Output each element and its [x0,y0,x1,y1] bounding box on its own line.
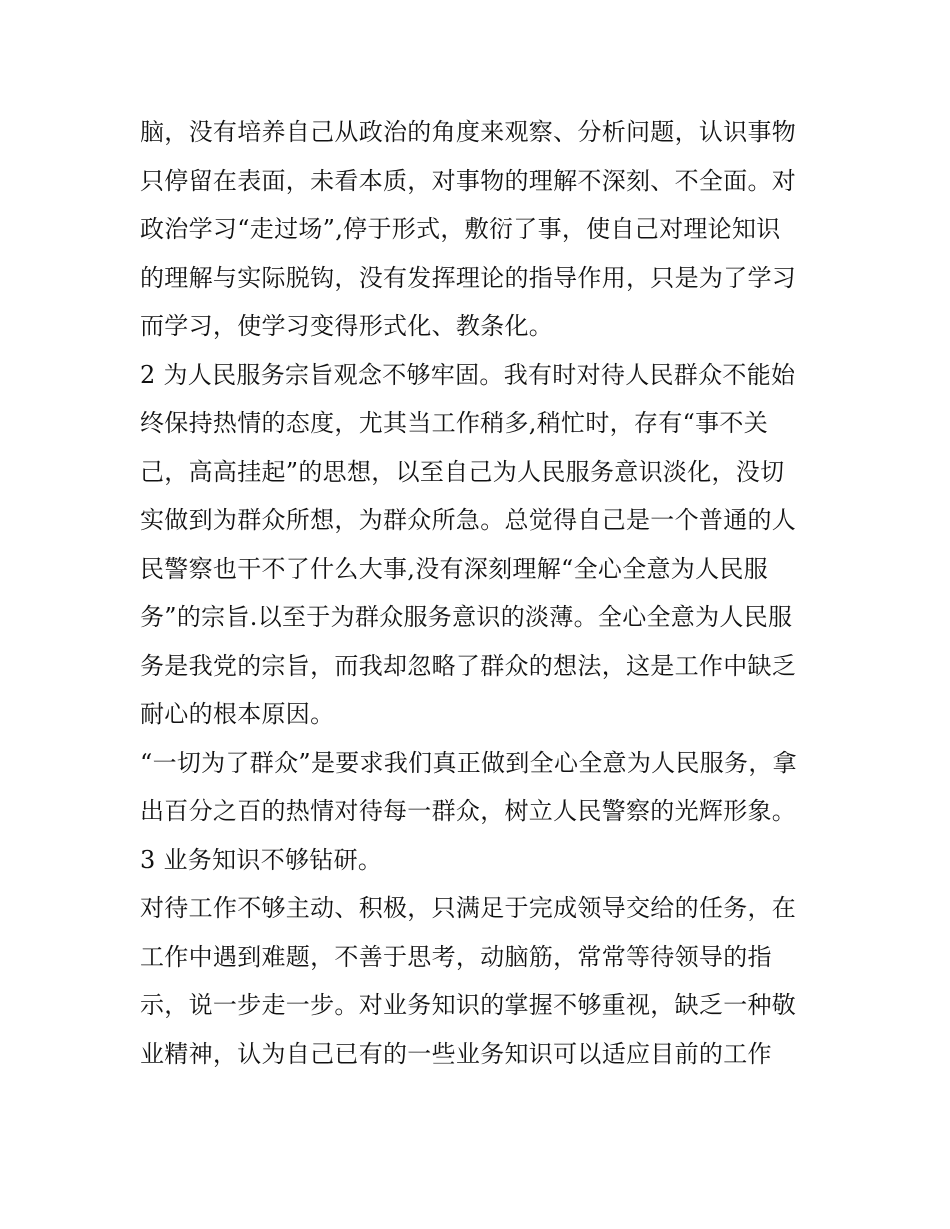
text-line: 业精神，认为自己已有的一些业务知识可以适应目前的工作 [140,1039,772,1068]
text-line: 实做到为群众所想，为群众所急。总觉得自己是一个普通的人 [140,506,797,534]
text-line: 示，说一步走一步。对业务知识的掌握不够重视，缺乏一种敬 [140,991,797,1019]
text-line: 而学习，使学习变得形式化、教条化。 [140,312,554,340]
text-line: 的理解与实际脱钩，没有发挥理论的指导作用，只是为了学习 [140,263,797,292]
text-line: 务是我党的宗旨，而我却忽略了群众的想法，这是工作中缺乏 [140,651,797,680]
text-line: 2 为人民服务宗旨观念不够牢固。我有时对待人民群众不能始 [140,360,796,389]
text-line: 工作中遇到难题，不善于思考，动脑筋，常常等待领导的指 [140,942,772,971]
text-line: 己，高高挂起”的思想，以至自己为人民服务意识淡化，没切 [140,457,785,486]
text-line: 终保持热情的态度，尤其当工作稍多,稍忙时，存有“事不关 [140,409,768,437]
text-line: 耐心的根本原因。 [140,700,335,728]
text-line: 政治学习“走过场”,停于形式，敷衍了事，使自己对理论知识 [140,215,781,243]
text-line: 脑，没有培养自己从政治的角度来观察、分析问题，认识事物 [140,118,797,146]
text-line: 3 业务知识不够钻研。 [140,845,383,874]
text-line: 民警察也干不了什么大事,没有深刻理解“全心全意为人民服 [140,554,768,583]
text-line: “一切为了群众”是要求我们真正做到全心全意为人民服务，拿 [140,748,797,777]
text-line: 出百分之百的热情对待每一群众，树立人民警察的光辉形象。 [140,797,797,825]
text-line: 务”的宗旨.以至于为群众服务意识的淡薄。全心全意为人民服 [140,603,793,631]
text-line: 只停留在表面，未看本质，对事物的理解不深刻、不全面。对 [140,166,797,195]
document-body [140,108,820,1078]
text-line: 对待工作不够主动、积极，只满足于完成领导交给的任务，在 [140,894,797,922]
